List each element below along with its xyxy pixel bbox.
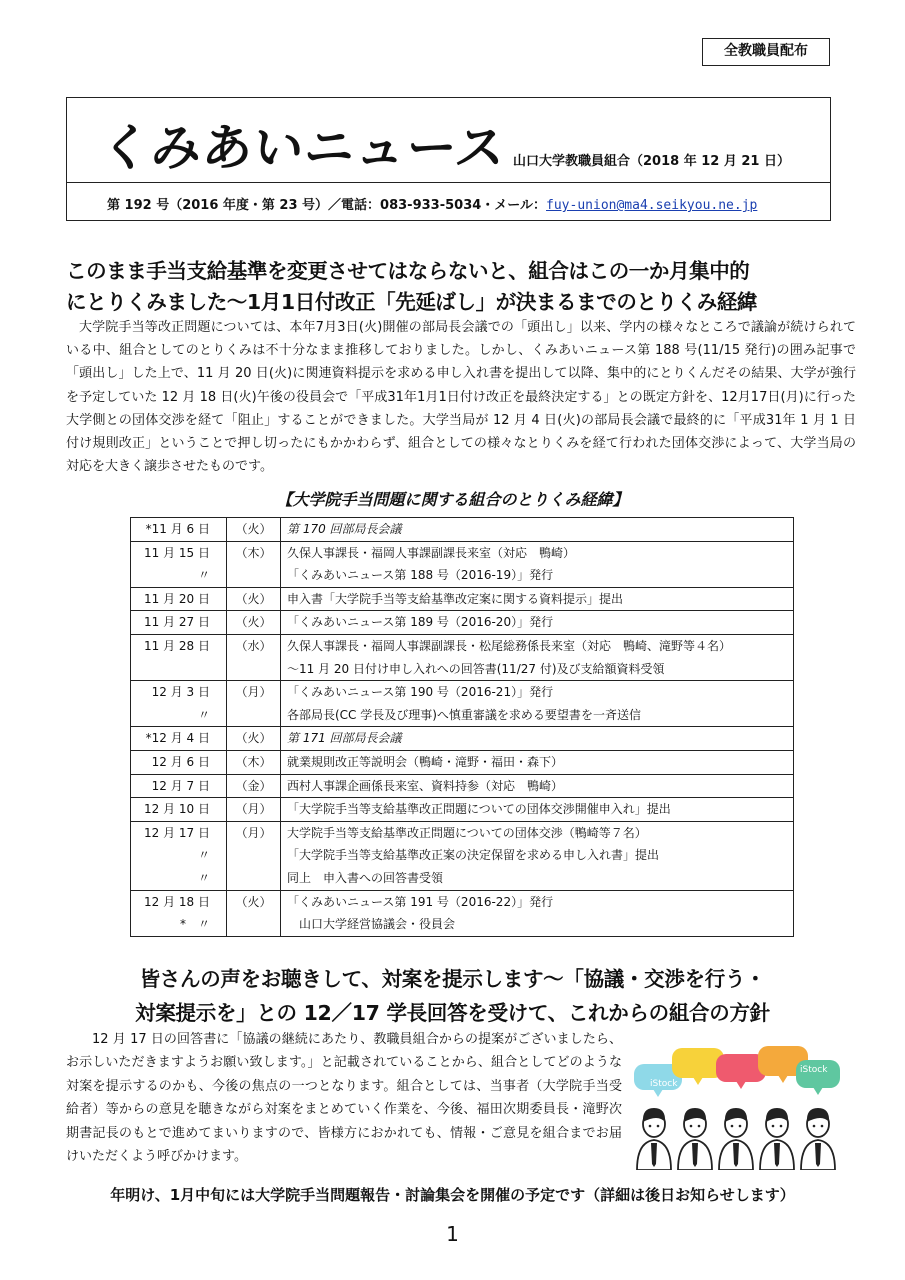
weekday-cell (227, 587, 281, 611)
article2-body (66, 1028, 622, 1168)
date-text: 12 月 18 日 (144, 894, 210, 909)
masthead-divider (67, 182, 830, 183)
newsletter-title: くみあいニュース (97, 119, 510, 177)
table-row (131, 587, 794, 611)
event-cell (281, 518, 794, 542)
weekday-text: （火） (235, 731, 272, 746)
date-cell (131, 750, 227, 774)
issue-info: 第 192 号（2016 年度・第 23 号）／電話：083-933-5034・メール： (107, 198, 547, 213)
date-text: 11 月 15 日 (144, 545, 210, 560)
speech-bubble-tail (736, 1081, 746, 1089)
event-text: 「くみあいニュース第 190 号（2016-21）」発行 (287, 685, 554, 700)
person-icon (801, 1108, 835, 1170)
article2-headline (0, 962, 905, 1030)
date-cell (131, 541, 227, 587)
table-row (131, 798, 794, 822)
weekday-cell (227, 890, 281, 936)
event-text: 「くみあいニュース第 188 号（2016-19）」発行 (287, 568, 554, 583)
table-title: 【大学院手当問題に関する組合のとりくみ経緯】 (276, 490, 629, 509)
date-text: 12 月 7 日 (151, 778, 210, 793)
date-text: 〃 (197, 870, 210, 885)
table-row (131, 681, 794, 727)
event-text: 「くみあいニュース第 189 号（2016-20）」発行 (287, 615, 554, 630)
event-cell (281, 750, 794, 774)
weekday-text: （月） (235, 685, 272, 700)
event-text: 各部局長(CC 学長及び理事)へ慎重審議を求める要望書を一斉送信 (287, 707, 641, 722)
speech-bubble-tail (693, 1077, 703, 1085)
watermark-text: iStock (650, 1079, 678, 1089)
table-row (131, 611, 794, 635)
timeline-table (130, 517, 794, 937)
masthead (66, 97, 831, 221)
email-link[interactable]: fuy-union@ma4.seikyou.ne.jp (546, 198, 758, 213)
weekday-text: （火） (235, 591, 272, 606)
date-cell (131, 681, 227, 727)
issue-line (107, 194, 757, 213)
event-cell (281, 890, 794, 936)
weekday-cell (227, 634, 281, 680)
weekday-text: （火） (235, 522, 272, 536)
date-text: 11 月 28 日 (144, 638, 210, 653)
article1-headline-line1: このまま手当支給基準を変更させてはならないと、組合はこの一か月集中的 (66, 259, 750, 283)
weekday-cell (227, 774, 281, 798)
event-cell (281, 798, 794, 822)
event-text: 「大学院手当等支給基準改正案の決定保留を求める申し入れ書」提出 (287, 848, 660, 863)
date-cell (131, 587, 227, 611)
weekday-cell (227, 518, 281, 542)
event-text: 久保人事課長・福岡人事課副課長・松尾総務係長来室（対応 鴨崎、滝野等４名） (287, 638, 732, 653)
date-text: 12 月 6 日 (151, 754, 210, 769)
date-text: * 〃 (179, 917, 210, 932)
event-text: 申入書「大学院手当等支給基準改定案に関する資料提示」提出 (287, 591, 624, 606)
weekday-text: （火） (235, 894, 272, 909)
event-cell (281, 611, 794, 635)
weekday-cell (227, 681, 281, 727)
date-cell (131, 798, 227, 822)
event-text: 大学院手当等支給基準改正問題についての団体交渉（鴨崎等７名） (287, 825, 647, 840)
date-cell (131, 890, 227, 936)
weekday-cell (227, 611, 281, 635)
article1-body (66, 316, 856, 478)
person-icon (719, 1108, 753, 1170)
date-cell (131, 634, 227, 680)
event-text: 「くみあいニュース第 191 号（2016-22）」発行 (287, 894, 554, 909)
event-text: 「大学院手当等支給基準改正問題についての団体交渉開催申入れ」提出 (287, 802, 671, 817)
event-text: 就業規則改正等説明会（鴨崎・滝野・福田・森下） (287, 754, 564, 769)
distribution-label: 全教職員配布 (702, 38, 830, 66)
table-row (131, 890, 794, 936)
weekday-text: （水） (235, 638, 272, 653)
table-row (131, 821, 794, 890)
event-cell (281, 541, 794, 587)
date-text: *12 月 4 日 (145, 731, 210, 746)
person-icon (678, 1108, 712, 1170)
event-cell (281, 587, 794, 611)
table-row (131, 727, 794, 751)
speech-bubble-tail (653, 1089, 663, 1097)
event-cell (281, 727, 794, 751)
article1-headline-line2: にとりくみました～1月1日付改正「先延ばし」が決まるまでのとりくみ経緯 (66, 290, 758, 314)
event-cell (281, 634, 794, 680)
date-text: 12 月 10 日 (144, 802, 210, 817)
date-text: 11 月 27 日 (144, 615, 210, 630)
speech-bubbles-illustration (632, 1046, 842, 1170)
event-cell (281, 821, 794, 890)
person-icon (637, 1108, 671, 1170)
article1-headline (66, 256, 856, 318)
speech-bubble-tail (813, 1087, 823, 1095)
weekday-cell (227, 798, 281, 822)
article2-headline-line2: 対案提示を」との 12／17 学長回答を受けて、これからの組合の方針 (135, 1001, 770, 1025)
article2-headline-line1: 皆さんの声をお聴きして、対案を提示します～「協議・交渉を行う・ (139, 967, 766, 991)
weekday-text: （火） (235, 615, 272, 630)
date-text: 12 月 17 日 (144, 825, 210, 840)
event-text: 第 170 回部局長会議 (287, 522, 402, 536)
event-text: 西村人事課企画係長来室、資料持参（対応 鴨崎） (287, 778, 564, 793)
event-text: ～11 月 20 日付け申し入れへの回答書(11/27 付)及び支給額資料受領 (287, 661, 665, 676)
date-cell (131, 611, 227, 635)
article1-paragraph: 大学院手当等改正問題については、本年7月3日(火)開催の部局長会議での「頭出し」以来、学内の様々なところで議論が続けられている中、組合としてのとりくみは不十分なまま推移しておりました。しかし、くみあいニュース第 188 号(11/15 発行)の囲み記事で「頭出し」した上で、11 月 20 日(火)に関連資料提示を求める申し入れ書を提出して以降、集中的にとりくんだその結果、大学が強行を予定していた 12 月 18 日(火)午後の役員会で「平成31年1月1日付け改正を最終決定する」との既定方針を、12月17日(月)に行った大学側との団体交渉を経て「阻止」することができました。大学当局が 12 月 4 日(火)の部局長会議で最終的に「平成31年 1 月 1 日付け規則改正」ということで押し切ったにもかかわらず、組合としての様々なとりくみを経て行われた団体交渉によって、大学当局の対応を大きく譲歩させたものです。 (66, 320, 856, 475)
weekday-cell (227, 750, 281, 774)
date-cell (131, 518, 227, 542)
date-text: 12 月 3 日 (151, 685, 210, 700)
person-icon (760, 1108, 794, 1170)
event-text: 久保人事課長・福岡人事課副課長来室（対応 鴨崎） (287, 545, 576, 560)
date-text: 〃 (197, 848, 210, 863)
event-cell (281, 774, 794, 798)
date-cell (131, 774, 227, 798)
event-text: 同上 申入書への回答書受領 (287, 870, 444, 885)
weekday-cell (227, 727, 281, 751)
event-cell (281, 681, 794, 727)
date-text: 11 月 20 日 (144, 591, 210, 606)
table-row (131, 750, 794, 774)
weekday-text: （月） (235, 802, 272, 817)
table-row (131, 634, 794, 680)
watermark-text: iStock (800, 1065, 828, 1075)
event-notice: 年明け、1月中旬には大学院手当問題報告・討論集会を開催の予定です（詳細は後日お知らせします） (110, 1186, 795, 1204)
date-cell (131, 727, 227, 751)
date-cell (131, 821, 227, 890)
date-text: 〃 (197, 707, 210, 722)
page-number: 1 (446, 1222, 459, 1246)
date-text: 〃 (197, 568, 210, 583)
weekday-text: （木） (235, 545, 272, 560)
speech-bubble-tail (778, 1075, 788, 1083)
date-text: *11 月 6 日 (145, 522, 210, 536)
weekday-text: （金） (235, 778, 272, 793)
weekday-cell (227, 821, 281, 890)
table-row (131, 774, 794, 798)
table-row (131, 518, 794, 542)
article2-paragraph: 12 月 17 日の回答書に「協議の継続にあたり、教職員組合からの提案がございましたら、お示しいただきますようお願い致します。」と記載されていることから、組合としてどのような対案を提示するのかも、今後の焦点の一つとなります。組合としては、当事者（大学院手当受給者）等からの意見を聴きながら対案をまとめていく作業を、今後、福田次期委員長・滝野次期書記長のもとで進めてまいりますので、皆様方におかれても、情報・ご意見を組合までお届けいただくよう呼びかけます。 (66, 1032, 622, 1165)
weekday-cell (227, 541, 281, 587)
table-row (131, 541, 794, 587)
weekday-text: （月） (235, 825, 272, 840)
event-text: 第 171 回部局長会議 (287, 731, 402, 746)
weekday-text: （木） (235, 754, 272, 769)
organization-date: 山口大学教職員組合（2018 年 12 月 21 日） (513, 154, 790, 169)
event-text: 山口大学経営協議会・役員会 (287, 917, 456, 932)
